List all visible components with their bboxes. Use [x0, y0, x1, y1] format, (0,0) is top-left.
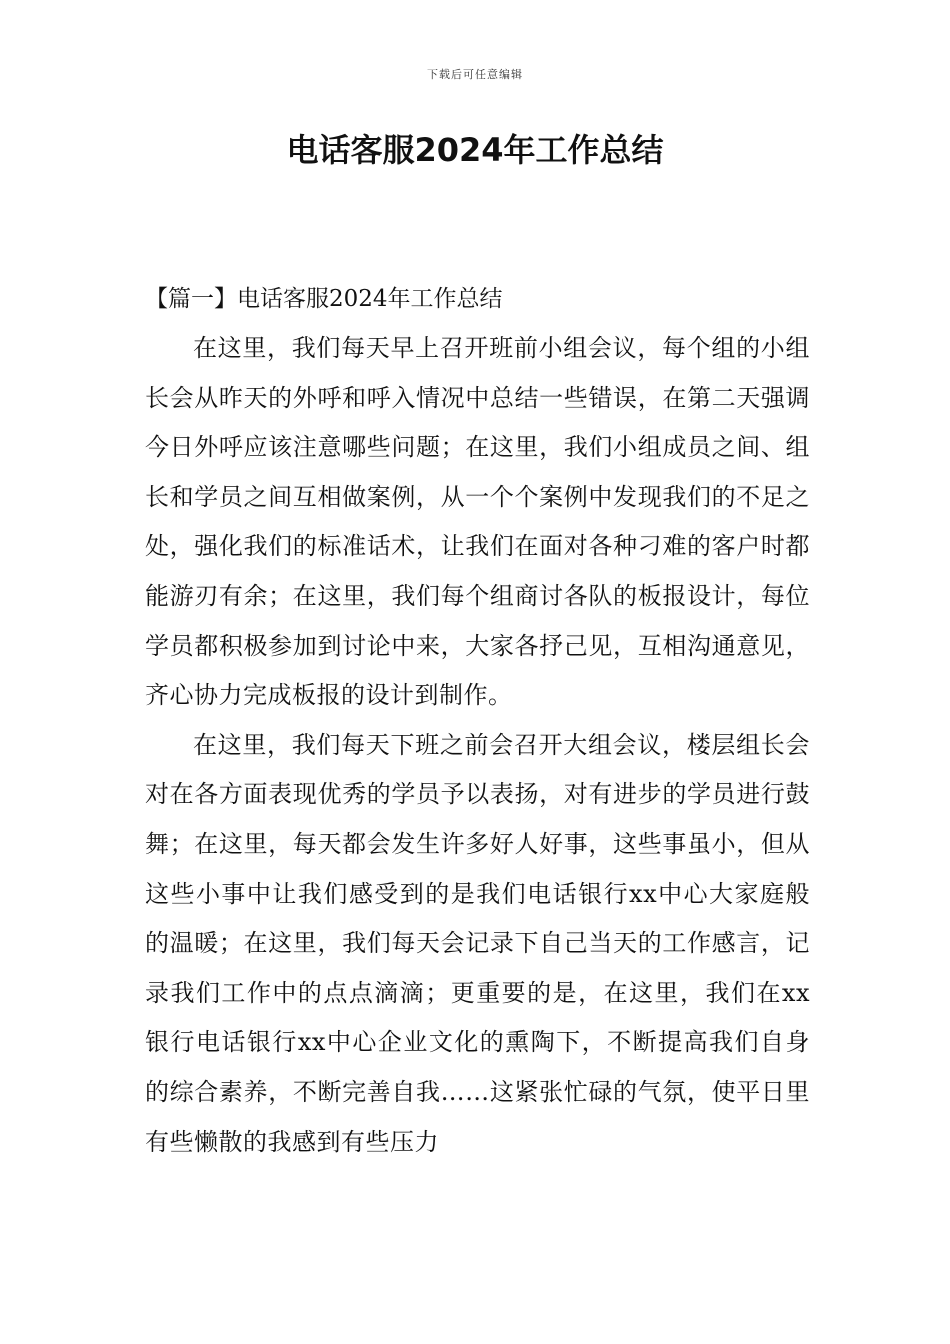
header-note: 下载后可任意编辑	[427, 68, 523, 81]
document-title: 电话客服2024年工作总结	[286, 131, 664, 169]
paragraph-1: 在这里，我们每天早上召开班前小组会议，每个组的小组长会从昨天的外呼和呼入情况中总结一些错误，在第二天强调今日外呼应该注意哪些问题；在这里，我们小组成员之间、组长和学员之间互相做案例，从一个个案例中发现我们的不足之处，强化我们的标准话术，让我们在面对各种刁难的客户时都能游刃有余；在这里，我们每个组商讨各队的板报设计，每位学员都积极参加到讨论中来，大家各抒己见，互相沟通意见，齐心协力完成板报的设计到制作。	[145, 334, 810, 710]
section-heading: 【篇一】电话客服2024年工作总结	[145, 286, 503, 312]
paragraph-2: 在这里，我们每天下班之前会召开大组会议，楼层组长会对在各方面表现优秀的学员予以表扬，对有进步的学员进行鼓舞；在这里，每天都会发生许多好人好事，这些事虽小，但从这些小事中让我们感受到的是我们电话银行xx中心大家庭般的温暖；在这里，我们每天会记录下自己当天的工作感言，记录我们工作中的点点滴滴；更重要的是，在这里，我们在xx银行电话银行xx中心企业文化的熏陶下，不断提高我们自身的综合素养，不断完善自我……这紧张忙碌的气氛，使平日里有些懒散的我感到有些压力	[145, 730, 810, 1156]
document-body	[145, 275, 810, 1167]
